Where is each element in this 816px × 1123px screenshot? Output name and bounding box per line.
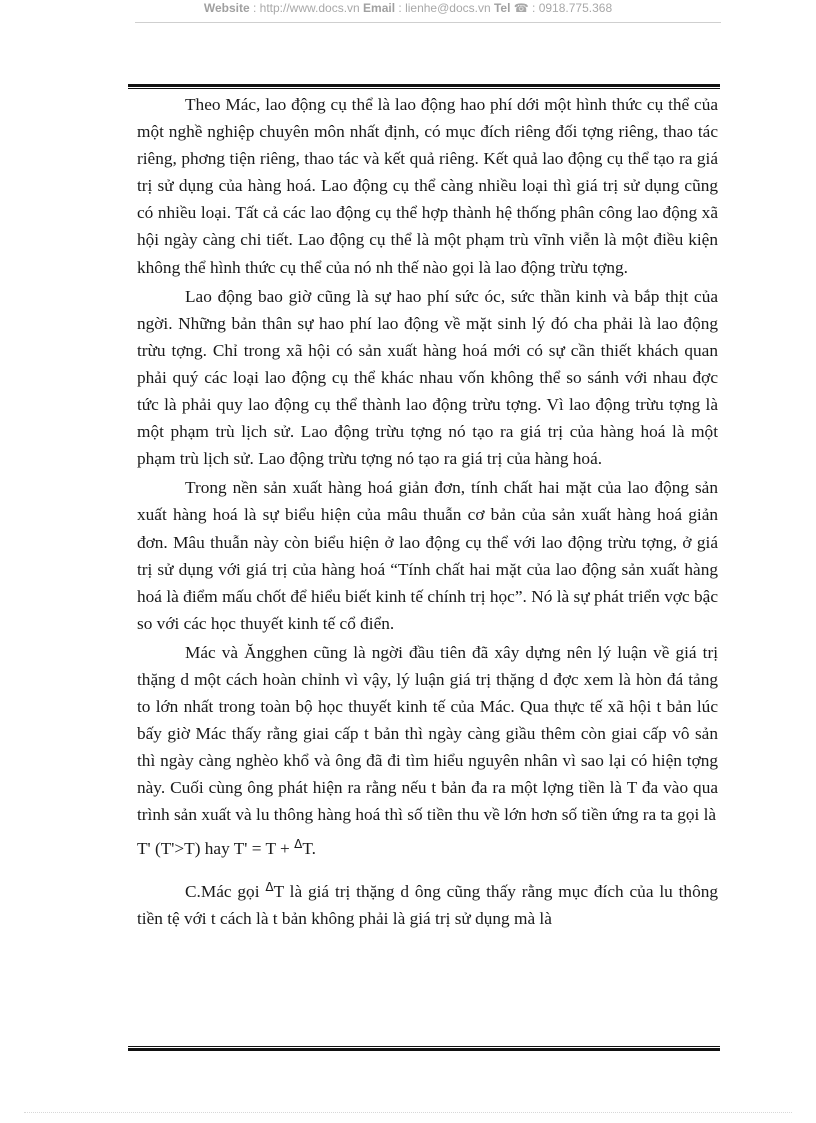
website-label: Website xyxy=(203,1,250,15)
tel-label: Tel xyxy=(493,1,511,15)
delta-symbol: Δ xyxy=(294,836,303,851)
tel-value: ☎ : 0918.775.368 xyxy=(510,1,613,15)
email-value[interactable]: : lienhe@docs.vn xyxy=(395,1,494,15)
delta-symbol-2: Δ xyxy=(265,879,274,894)
paragraph-2: Lao động bao giờ cũng là sự hao phí sức óc, sức thần kinh và bắp thịt của ngời. Những bản thân sự hao phí lao động về mặt sinh lý đó cha phải là lao động trừu tợng. Chỉ trong xã hội có sản xuất hàng hoá mới có sự cần thiết khách quan phải quý các loại lao động cụ thể khác nhau vốn không thể so sánh với nhau đợc tức là phải quy lao động cụ thể thành lao động trừu tợng. Vì lao động trừu tợng là một phạm trù lịch sử. Lao động trừu tợng nó tạo ra giá trị của hàng hoá là một phạm trù lịch sử. Lao động trừu tợng nó tạo ra giá trị của hàng hoá. xyxy=(137,286,718,469)
formula-line xyxy=(137,831,718,862)
paragraph-1: Theo Mác, lao động cụ thể là lao động hao phí dới một hình thức cụ thể của một nghề nghiệp chuyên môn nhất định, có mục đích riêng đối tợng riêng, thao tác riêng, phơng tiện riêng, thao tác và kết quả riêng. Kết quả lao động cụ thể tạo ra giá trị sử dụng của hàng hoá. Lao động cụ thể càng nhiều loại thì giá trị sử dụng cũng có nhiều loại. Tất cả các lao động cụ thể hợp thành hệ thống phân công lao động xã hội ngày càng chi tiết. Lao động cụ thể là một phạm trù vĩnh viễn là một điều kiện không thể hình thức cụ thể của nó nh thế nào gọi là lao động trừu tợng. xyxy=(137,95,718,277)
page-header xyxy=(0,0,816,22)
paragraph-4: Mác và Ăngghen cũng là ngời đầu tiên đã xây dựng nên lý luận về giá trị thặng d một cách hoàn chỉnh vì vậy, lý luận giá trị thặng d đợc xem là hòn đá tảng to lớn nhất trong toàn bộ học thuyết kinh tế của Mác. Qua thực tế xã hội t bản lúc bấy giờ Mác thấy rằng giai cấp t bản thì ngày càng giầu thêm còn giai cấp vô sản thì ngày càng nghèo khổ và ông đã đi tìm hiểu nguyên nhân vì sao lại có hiện tợng này. Cuối cùng ông phát hiện ra rằng nếu t bản đa ra một lợng tiền là T đa vào qua trình sản xuất và lu thông hàng hoá thì số tiền thu về lớn hơn số tiền ứng ra ta gọi là xyxy=(137,642,718,825)
formula-text: T' (T'>T) hay T' = T + xyxy=(137,838,295,858)
email-label: Email xyxy=(363,1,396,15)
footer-dotted-line xyxy=(24,1112,792,1113)
website-value[interactable]: : http://www.docs.vn xyxy=(249,1,364,15)
header-divider xyxy=(135,22,721,23)
paragraph-3: Trong nền sản xuất hàng hoá giản đơn, tính chất hai mặt của lao động sản xuất hàng hoá là sự biểu hiện của mâu thuẫn cơ bản của sản xuất hàng hoá giản đơn. Mâu thuẫn này còn biểu hiện ở lao động cụ thể với lao động trừu tợng, ở giá trị sử dụng với giá trị của hàng hoá “Tính chất hai mặt của lao động sản xuất hàng hoá là điểm mấu chốt để hiểu biết kinh tế chính trị học”. Nó là sự phát triển vợc bậc so với các học thuyết kinh tế cổ điển. xyxy=(137,478,718,633)
paragraph-5-start: C.Mác gọi xyxy=(185,881,266,901)
bottom-double-rule xyxy=(128,1046,720,1051)
paragraph-5 xyxy=(137,874,718,932)
top-double-rule xyxy=(128,84,720,89)
paragraph-5-rest: T là giá trị thặng d ông cũng thấy rằng mục đích của lu thông tiền tệ với t cách là t bản không phải là giá trị sử dụng mà là xyxy=(137,881,718,928)
document-body xyxy=(137,91,718,932)
formula-end: T. xyxy=(302,838,316,858)
